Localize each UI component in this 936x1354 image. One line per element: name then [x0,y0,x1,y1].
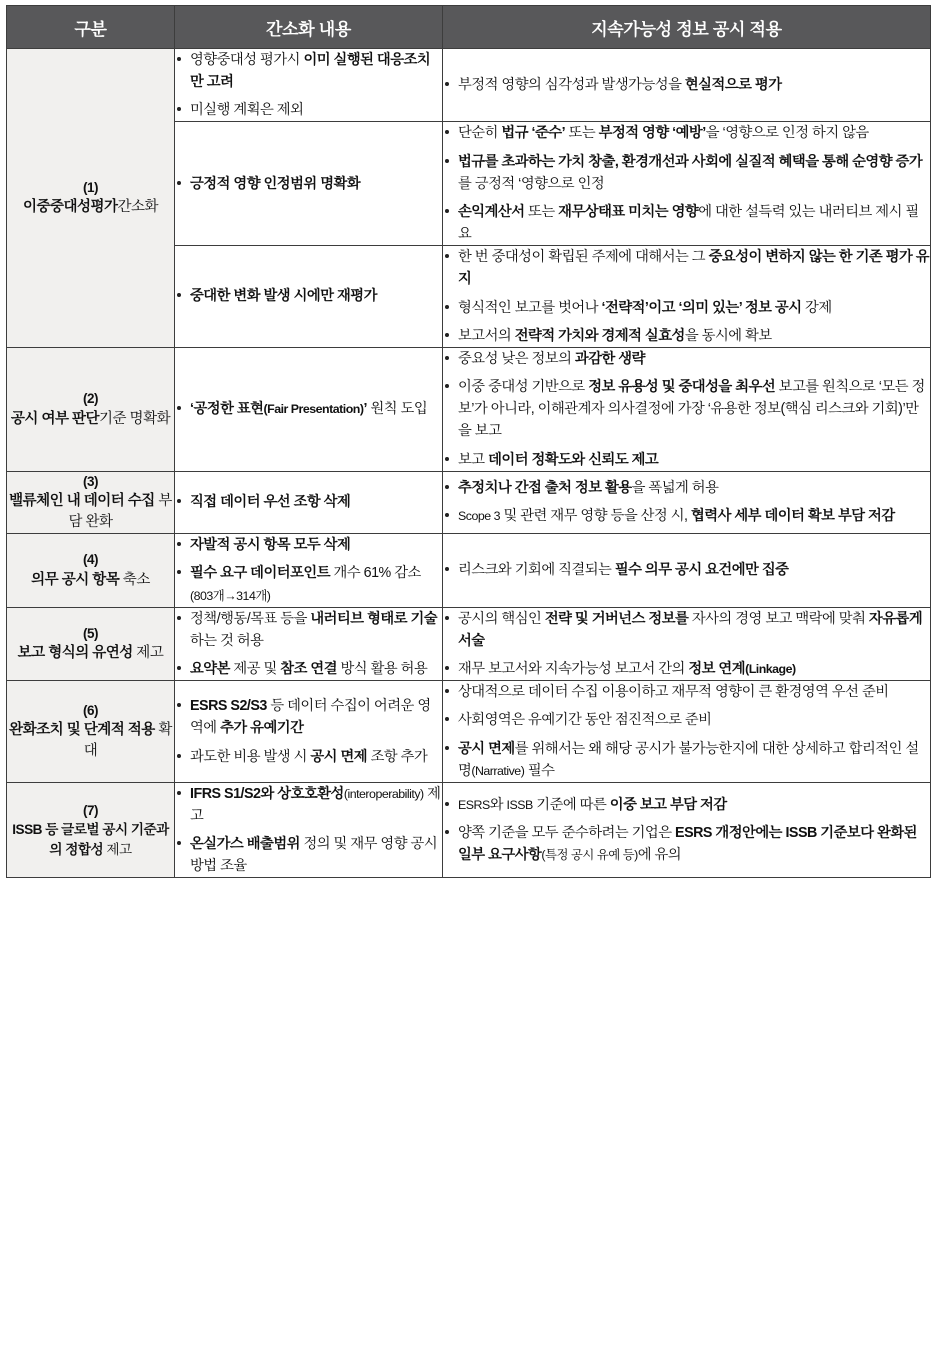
bullet-item: 양쪽 기준을 모두 준수하려는 기업은 ESRS 개정안에는 ISSB 기준보다 완화된 일부 요구사항(특정 공시 유예 등)에 유의 [443,822,930,866]
bullet-list [443,794,930,866]
bullet-item: 부정적 영향의 심각성과 발생가능성을 현실적으로 평가 [443,74,930,96]
category-cell [7,534,175,607]
category-number: (6) [83,702,98,718]
category-name: 완화조치 및 단계적 적용 [9,722,155,739]
category-cell [7,607,175,680]
bullet-item: 재무 보고서와 지속가능성 보고서 간의 정보 연계(Linkage) [443,658,930,680]
application-cell [443,122,931,246]
bullet-item: 보고서의 전략적 가치와 경제적 실효성을 동시에 확보 [443,325,930,347]
category-suffix: 부담 완화 [68,493,172,531]
simplification-cell [175,534,443,607]
simplification-table [6,5,931,878]
table-row [7,49,931,122]
simplification-cell [175,681,443,783]
simplification-cell [175,122,443,246]
bullet-item: 중대한 변화 발생 시에만 재평가 [175,285,442,307]
bullet-item: Scope 3 및 관련 재무 영향 등을 산정 시, 협력사 세부 데이터 확보 부담 저감 [443,505,930,527]
bullet-item: 자발적 공시 항목 모두 삭제 [175,534,442,556]
bullet-item: 정책/행동/목표 등을 내러티브 형태로 기술하는 것 허용 [175,608,442,652]
bullet-item: 손익계산서 또는 재무상태표 미치는 영향에 대한 설득력 있는 내러티브 제시 필요 [443,201,930,245]
bullet-list [443,477,930,527]
bullet-item: 단순히 법규 ‘준수’ 또는 부정적 영향 ‘예방’을 ‘영향으로 인정 하지 않음 [443,122,930,144]
simplification-cell [175,471,443,534]
bullet-item: IFRS S1/S2와 상호호환성(interoperability) 제고 [175,783,442,827]
bullet-item: 리스크와 기회에 직결되는 필수 의무 공시 요건에만 집중 [443,559,930,581]
category-name: 의무 공시 항목 [31,571,120,588]
bullet-item: 필수 요구 데이터포인트 개수 61% 감소(803개→314개) [175,562,442,606]
table-body [7,49,931,878]
bullet-list [175,695,442,767]
bullet-item: 공시 면제를 위해서는 왜 해당 공시가 불가능한지에 대한 상세하고 합리적인 설명(Narrative) 필수 [443,738,930,782]
category-cell [7,49,175,348]
bullet-item: 형식적인 보고를 벗어나 ‘전략적’이고 ‘의미 있는’ 정보 공시 강제 [443,297,930,319]
bullet-list [175,608,442,680]
bullet-item: ‘공정한 표현(Fair Presentation)’ 원칙 도입 [175,398,442,420]
application-cell [443,681,931,783]
header-application: 지속가능성 정보 공시 적용 [443,6,931,49]
bullet-list [443,559,930,581]
category-name: ISSB 등 글로벌 공시 기준과의 정합성 [12,822,169,857]
bullet-item: 영향중대성 평가시 이미 실행된 대응조치만 고려 [175,49,442,93]
category-number: (2) [83,390,98,406]
bullet-list [175,491,442,513]
header-row [7,6,931,49]
category-suffix: 기준 명확화 [99,410,171,427]
header-simplification: 간소화 내용 [175,6,443,49]
simplification-cell [175,607,443,680]
table-row [7,782,931,878]
bullet-item: 미실행 계획은 제외 [175,99,442,121]
bullet-item: 과도한 비용 발생 시 공시 면제 조항 추가 [175,746,442,768]
bullet-item: 추정치나 간접 출처 정보 활용을 폭넓게 허용 [443,477,930,499]
application-cell [443,347,931,471]
bullet-list [175,173,442,195]
category-name: 밸류체인 내 데이터 수집 [9,493,155,510]
bullet-list [175,783,442,878]
table-row [7,471,931,534]
bullet-item: 한 번 중대성이 확립된 주제에 대해서는 그 중요성이 변하지 않는 한 기존 평가 유지 [443,246,930,290]
bullet-list [443,348,930,471]
bullet-item: ESRS S2/S3 등 데이터 수집이 어려운 영역에 추가 유예기간 [175,695,442,739]
category-number: (3) [83,473,98,489]
category-number: (1) [83,179,98,195]
category-cell [7,347,175,471]
header-category: 구분 [7,6,175,49]
document-page [0,5,936,878]
simplification-cell [175,782,443,878]
bullet-item: 상대적으로 데이터 수집 이용이하고 재무적 영향이 큰 환경영역 우선 준비 [443,681,930,703]
category-name: 보고 형식의 유연성 [17,645,133,662]
category-suffix: 제고 [132,645,164,662]
bullet-item: 법규를 초과하는 가치 창출, 환경개선과 사회에 실질적 혜택을 통해 순영향 증가를 긍정적 ‘영향으로 인정 [443,151,930,195]
category-suffix: 제고 [103,841,132,857]
application-cell [443,471,931,534]
bullet-list [175,398,442,420]
category-suffix: 확대 [83,722,172,760]
table-row [7,681,931,783]
bullet-item: ESRS와 ISSB 기준에 따른 이중 보고 부담 저감 [443,794,930,816]
table-row [7,534,931,607]
category-suffix: 간소화 [117,199,159,216]
category-number: (5) [83,625,98,641]
bullet-item: 중요성 낮은 정보의 과감한 생략 [443,348,930,370]
application-cell [443,534,931,607]
application-cell [443,607,931,680]
category-cell [7,471,175,534]
bullet-list [175,49,442,121]
bullet-item: 이중 중대성 기반으로 정보 유용성 및 중대성을 최우선 보고를 원칙으로 ‘모든 정보’가 아니라, 이해관계자 의사결정에 가장 ‘유용한 정보(핵심 리스크와 기회)’만을 보고 [443,376,930,442]
application-cell [443,49,931,122]
category-number: (4) [83,552,98,568]
bullet-item: 긍정적 영향 인정범위 명확화 [175,173,442,195]
bullet-list [175,534,442,606]
category-number: (7) [83,802,98,818]
simplification-cell [175,246,443,348]
application-cell [443,782,931,878]
category-suffix: 축소 [119,571,150,588]
category-cell [7,782,175,878]
bullet-list [443,608,930,680]
simplification-cell [175,347,443,471]
bullet-item: 사회영역은 유예기간 동안 점진적으로 준비 [443,709,930,731]
table-header [7,6,931,49]
bullet-item: 직접 데이터 우선 조항 삭제 [175,491,442,513]
bullet-item: 공시의 핵심인 전략 및 거버넌스 정보를 자사의 경영 보고 맥락에 맞춰 자유롭게 서술 [443,608,930,652]
bullet-list [443,122,930,245]
category-name: 이중중대성평가 [22,199,118,216]
bullet-item: 보고 데이터 정확도와 신뢰도 제고 [443,449,930,471]
simplification-cell [175,49,443,122]
bullet-item: 요약본 제공 및 참조 연결 방식 활용 허용 [175,658,442,680]
bullet-list [443,74,930,96]
category-cell [7,681,175,783]
bullet-list [175,285,442,307]
category-name: 공시 여부 판단 [10,410,100,427]
table-row [7,607,931,680]
bullet-list [443,681,930,782]
table-row [7,347,931,471]
bullet-item: 온실가스 배출범위 정의 및 재무 영향 공시 방법 조율 [175,833,442,877]
application-cell [443,246,931,348]
bullet-list [443,246,930,347]
